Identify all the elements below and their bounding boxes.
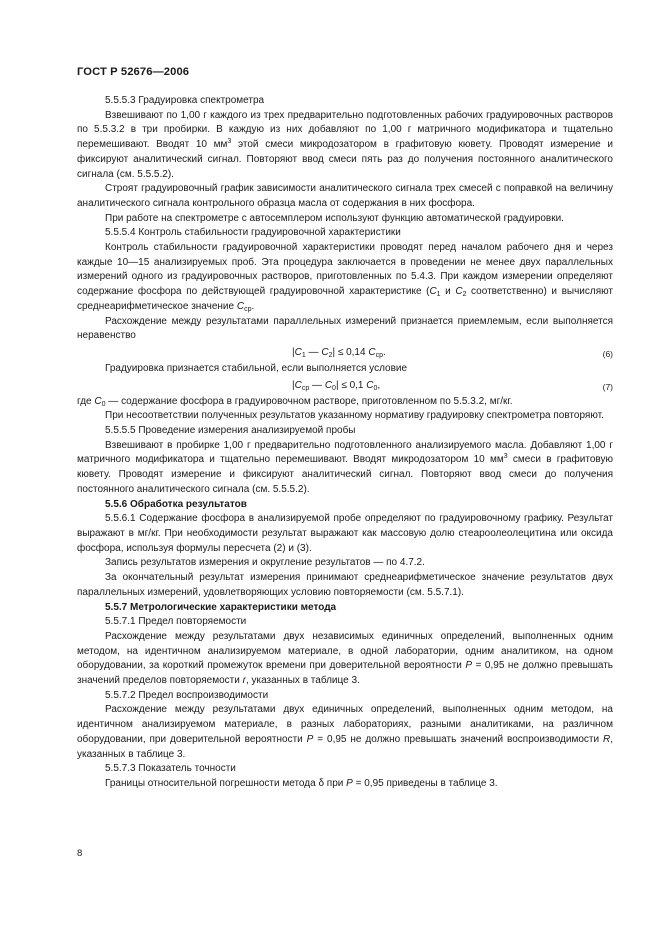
formula-7 [77, 377, 613, 395]
formula-number: (7) [602, 381, 613, 392]
section-heading-5-5-7-2: 5.5.7.2 Предел воспроизводимости [105, 689, 269, 701]
section-heading-5-5-5-4: 5.5.5.4 Контроль стабильности градуировочной характеристики [105, 227, 401, 239]
paragraph: 5.5.6.1 Содержание фосфора в анализируемой пробе определяют по градуировочному графику. Результат выражают в мг/кг. При необходимости результат выражают как массовую долю стеароолеолецитина или оксида фосфора, используя формулы пересчета (2) и (3). [77, 513, 613, 554]
paragraph: Расхождение между результатами двух независимых единичных определений, выполненных одним методом, на идентичном анализируемом материале, в одной лаборатории, одним аналитиком, на одном оборудовании, за короткий промежуток времени при доверительной вероятности P = 0,95 не должно превышать значений пределов повторяемости r, указанных в таблице 3. [77, 630, 613, 687]
paragraph: Градуировка признается стабильной, если выполняется условие [105, 362, 408, 374]
document-body [77, 94, 613, 792]
formula-number: (6) [602, 348, 613, 359]
section-heading-5-5-5-3: 5.5.5.3 Градуировка спектрометра [105, 95, 265, 106]
paragraph: Взвешивают по 1,00 г каждого из трех предварительно подготовленных рабочих градуировочных растворов по 5.5.3.2 в три пробирки. В каждую из них добавляют по 1,00 г матричного модификатора и тщательно перемешивают. Вводят 10 $мм^3$ этой смеси микродозатором в графитовую кювету. Проводят измерение и фиксируют аналитический сигнал. Повторяют ввод смеси пять раз до получения постоянного аналитического сигнала (см. 5.5.5.2). [77, 109, 613, 180]
paragraph: Взвешивают в пробирке 1,00 г предварительно подготовленного анализируемого масла. Добавляют 1,00 г матричного модификатора и тщательно перемешивают. Вводят микродозатором 10 $мм^3$ смеси в графитовую кювету. Проводят измерение и фиксируют аналитический сигнал. Повторяют ввод смеси до получения постоянного аналитического сигнала (см. 5.5.5.2). [77, 439, 613, 495]
paragraph: Границы относительной погрешности метода δ при P = 0,95 приведены в таблице 3. [105, 777, 498, 789]
paragraph: При работе на спектрометре с автосемплером используют функцию автоматической градуировки. [105, 212, 564, 224]
paragraph: Расхождение между результатами параллельных измерений признается приемлемым, если выполняется неравенство [77, 315, 613, 342]
formula-expression: $|C_1$ — $C_2| \le 0,14$ $C_{ср}$. [292, 346, 386, 359]
page-number: 8 [77, 848, 83, 859]
paragraph: Запись результатов измерения и округление результатов — по 4.7.2. [105, 557, 425, 569]
paragraph: При несоответствии полученных результатов указанному нормативу градуировку спектрометра повторяют. [105, 410, 604, 422]
standard-header: ГОСТ Р 52676—2006 [77, 66, 190, 78]
formula-expression: $|C_{ср}$ — $C_0| \le 0,1$ $C_0$, [292, 379, 381, 392]
section-heading-5-5-7: 5.5.7 Метрологические характеристики метода [105, 601, 337, 613]
paragraph: За окончательный результат измерения принимают среднеарифметическое значение результатов двух параллельных измерений, удовлетворяющих условию повторяемости (см. 5.5.7.1). [77, 572, 613, 598]
paragraph: Строят градуировочный график зависимости аналитического сигнала трех смесей с поправкой на величину аналитического сигнала контрольного образца масла от содержания в них фосфора. [77, 183, 613, 209]
section-heading-5-5-6: 5.5.6 Обработка результатов [105, 498, 247, 510]
paragraph: Расхождение между результатами двух единичных определений, выполненных одним методом, на идентичном анализируемом материале, в разных лабораториях, разными аналитиками, на различном оборудовании, при доверительной вероятности P = 0,95 не должно превышать значений воспроизводимости R, указанных в таблице 3. [77, 704, 614, 760]
formula-6 [77, 344, 613, 362]
section-heading-5-5-5-5: 5.5.5.5 Проведение измерения анализируемой пробы [105, 425, 356, 437]
paragraph: Контроль стабильности градуировочной характеристики проводят перед началом рабочего дня и через каждые 10—15 анализируемых проб. Эта процедура заключается в проведении не менее двух параллельных измерений одного из градуировочных растворов, приготовленных по 5.4.3. При каждом измерении определяют содержание фосфора по действующей градуировочной характеристике ($C_1$ и $C_2$ соответственно) и вычисляют среднеарифметическое значение $C_{ср}$. [77, 242, 613, 313]
section-heading-5-5-7-3: 5.5.7.3 Показатель точности [105, 763, 236, 775]
section-heading-5-5-7-1: 5.5.7.1 Предел повторяемости [105, 616, 247, 628]
paragraph: где $C_0$ — содержание фосфора в градуировочном растворе, приготовленном по 5.5.3.2, мг/кг. [77, 395, 513, 408]
